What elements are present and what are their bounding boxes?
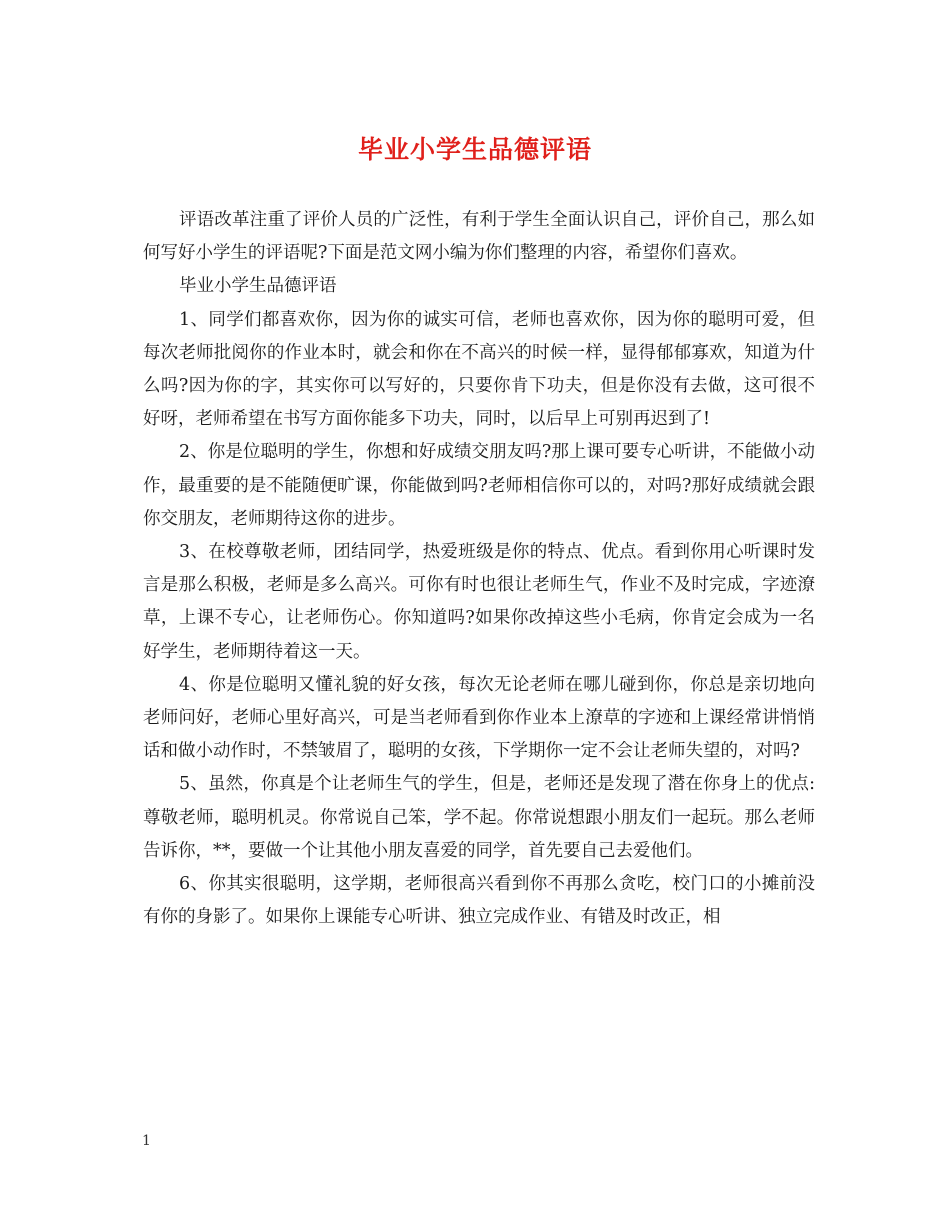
paragraph-comment-2: 2、你是位聪明的学生，你想和好成绩交朋友吗?那上课可要专心听讲，不能做小动作，最重要的是不能随便旷课，你能做到吗?老师相信你可以的，对吗?那好成绩就会跟你交朋友，老师期待这你的进步。 (143, 442, 815, 529)
document-body (143, 204, 815, 934)
paragraph-intro: 评语改革注重了评价人员的广泛性，有利于学生全面认识自己，评价自己，那么如何写好小学生的评语呢?下面是范文网小编为你们整理的内容，希望你们喜欢。 (143, 210, 815, 264)
paragraph-comment-5: 5、虽然，你真是个让老师生气的学生，但是，老师还是发现了潜在你身上的优点:尊敬老师，聪明机灵。你常说自己笨，学不起。你常说想跟小朋友们一起玩。那么老师告诉你，**，要做一个让其他小朋友喜爱的同学，首先要自己去爱他们。 (143, 774, 815, 861)
page-number: 1 (142, 1133, 151, 1149)
paragraph-subheading: 毕业小学生品德评语 (179, 276, 337, 297)
document-title: 毕业小学生品德评语 (357, 135, 592, 164)
paragraph-comment-1: 1、同学们都喜欢你，因为你的诚实可信，老师也喜欢你，因为你的聪明可爱，但每次老师批阅你的作业本时，就会和你在不高兴的时候一样，显得郁郁寡欢，知道为什么吗?因为你的字，其实你可以写好的，只要你肯下功夫，但是你没有去做，这可很不好呀，老师希望在书写方面你能多下功夫，同时，以后早上可别再迟到了! (143, 309, 815, 430)
paragraph-comment-3: 3、在校尊敬老师，团结同学，热爱班级是你的特点、优点。看到你用心听课时发言是那么积极，老师是多么高兴。可你有时也很让老师生气，作业不及时完成，字迹潦草，上课不专心，让老师伤心。你知道吗?如果你改掉这些小毛病，你肯定会成为一名好学生，老师期待着这一天。 (143, 542, 815, 662)
paragraph-comment-6: 6、你其实很聪明，这学期，老师很高兴看到你不再那么贪吃，校门口的小摊前没有你的身影了。如果你上课能专心听讲、独立完成作业、有错及时改正，相 (143, 874, 815, 928)
paragraph-comment-4: 4、你是位聪明又懂礼貌的好女孩，每次无论老师在哪儿碰到你，你总是亲切地向老师问好，老师心里好高兴，可是当老师看到你作业本上潦草的字迹和上课经常讲悄悄话和做小动作时，不禁皱眉了，聪明的女孩，下学期你一定不会让老师失望的，对吗? (143, 674, 815, 762)
